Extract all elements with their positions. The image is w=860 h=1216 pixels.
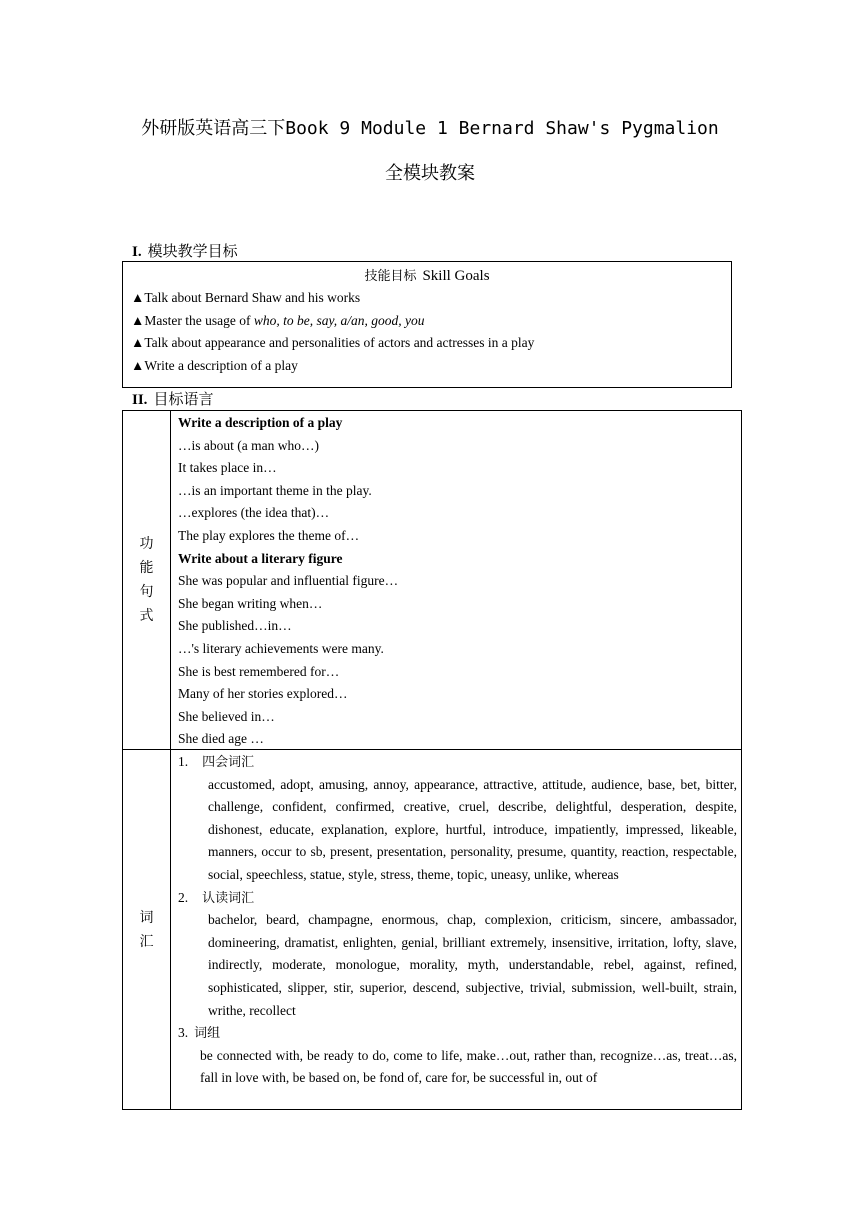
group-words: bachelor, beard, champagne, enormous, chap, complexion, criticism, sincere, ambassador, domineering, dramatist, enlighten, genial, brilliant extremely, insensitive, irritation, lofty, slave, indirectly, moderate, monologue, morality, myth, understandable, rebel, against, refined, sophisticated, slipper, stir, superior, descend, subjective, trivial, submission, well-built, strain, writhe, recollect: [208, 912, 737, 1018]
row-header-cell: [123, 750, 171, 1109]
vocabulary-row: [123, 750, 741, 1109]
document-title: 外研版英语高三下Book 9 Module 1 Bernard Shaw's Pygmalion: [141, 118, 719, 139]
skill-goals-box: [122, 261, 732, 388]
function-sentences-list: [178, 412, 737, 751]
goal-item: [123, 310, 731, 333]
target-language-table: [122, 410, 742, 1110]
group-title: 词组: [194, 1026, 221, 1042]
goal-text: Talk about appearance and personalities of actors and actresses in a play: [144, 335, 535, 351]
section-title: 目标语言: [153, 390, 214, 408]
goal-italic: who, to be, say, a/an, good, you: [253, 312, 425, 328]
row-header-vocabulary: 词汇: [139, 909, 154, 950]
sentence-pattern: She died age …: [178, 731, 264, 747]
group-number: 2.: [178, 889, 189, 905]
vocab-group-active: [178, 751, 737, 887]
section-heading-2: [132, 388, 213, 409]
document-subtitle: 全模块教案: [385, 163, 475, 184]
sentence-pattern: Many of her stories explored…: [178, 686, 348, 702]
group-words: accustomed, adopt, amusing, annoy, appearance, attractive, attitude, audience, base, bet, bitter, challenge, confident, confirmed, creative, cruel, describe, delightful, desperation, despite, dishonest, educate, explanation, explore, hurtful, introduce, impatiently, impressed, likeable, manners, occur to sb, present, presentation, personality, presume, quantity, reaction, respectable, social, speechless, statue, style, stress, theme, topic, uneasy, unlike, whereas: [208, 776, 737, 882]
group-title: 四会词汇: [202, 755, 255, 770]
sentence-pattern: …is about (a man who…): [178, 437, 319, 453]
sentence-pattern: She believed in…: [178, 708, 275, 724]
goal-item: [123, 287, 731, 310]
skill-goals-heading: [123, 265, 731, 287]
sentence-pattern: She was popular and influential figure…: [178, 573, 399, 589]
goal-item: [123, 332, 731, 355]
vocab-group-recognition: [178, 887, 737, 1023]
sentence-pattern: It takes place in…: [178, 460, 277, 476]
section-number: I.: [132, 244, 142, 260]
group-title: 认读词汇: [202, 890, 255, 906]
sentence-pattern: She began writing when…: [178, 595, 323, 611]
vocabulary-content: [178, 751, 737, 1090]
sentence-pattern: …is an important theme in the play.: [178, 482, 372, 498]
sentence-pattern: …explores (the idea that)…: [178, 505, 330, 521]
subheading-play-description: Write a description of a play: [178, 415, 343, 430]
group-words: be connected with, be ready to do, come to life, make…out, rather than, recognize…as, treat…as, fall in love with, be based on, be fond of, care for, be successful in, out of: [200, 1047, 737, 1086]
sentence-pattern: She published…in…: [178, 618, 292, 634]
skill-goals-heading-en: Skill Goals: [422, 268, 490, 284]
subheading-literary-figure: Write about a literary figure: [178, 550, 343, 566]
vocab-group-phrases: [178, 1022, 737, 1090]
skill-goals-heading-cn: 技能目标: [364, 269, 417, 284]
triangle-bullet-icon: ▲: [131, 312, 145, 328]
function-sentences-row: [123, 411, 741, 750]
group-number: 1.: [178, 754, 189, 769]
row-header-cell: [123, 411, 171, 749]
goal-text: Talk about Bernard Shaw and his works: [144, 290, 361, 305]
section-heading-1: [132, 240, 238, 261]
goal-item: [123, 355, 731, 378]
triangle-bullet-icon: ▲: [131, 335, 145, 351]
triangle-bullet-icon: ▲: [131, 290, 145, 305]
section-title: 模块教学目标: [147, 242, 238, 260]
group-number: 3.: [178, 1025, 189, 1041]
triangle-bullet-icon: ▲: [131, 357, 145, 373]
sentence-pattern: The play explores the theme of…: [178, 527, 360, 543]
sentence-pattern: …'s literary achievements were many.: [178, 640, 384, 656]
goal-text: Master the usage of: [144, 312, 254, 328]
row-header-function-sentences: 功能句式: [139, 536, 154, 624]
goal-text: Write a description of a play: [144, 357, 298, 373]
section-number: II.: [132, 392, 148, 408]
sentence-pattern: She is best remembered for…: [178, 663, 340, 679]
